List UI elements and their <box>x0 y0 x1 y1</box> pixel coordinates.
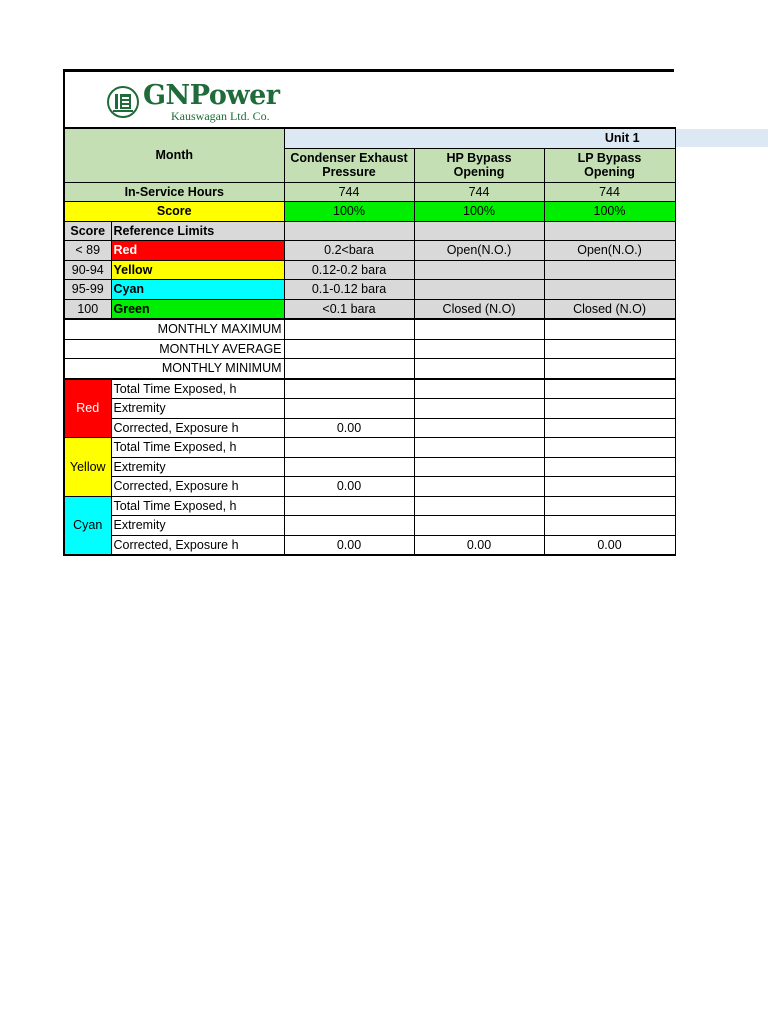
performance-table <box>63 127 676 556</box>
reference-value: Open(N.O.) <box>544 241 675 261</box>
table-cell <box>544 496 675 516</box>
table-cell <box>544 516 675 536</box>
table-cell <box>544 339 675 359</box>
table-cell <box>284 496 414 516</box>
table-cell <box>414 438 544 458</box>
reference-color-cyan: Cyan <box>111 280 284 300</box>
unit-header-extension <box>674 129 768 147</box>
score-col-header: Score <box>64 221 111 241</box>
exposure-row <box>64 477 675 497</box>
table-cell <box>414 496 544 516</box>
exposure-group-yellow: Yellow <box>64 438 111 497</box>
reference-row-green <box>64 299 675 319</box>
col-hp-bypass-opening: HP Bypass Opening <box>414 148 544 182</box>
exposure-value: 0.00 <box>284 418 414 438</box>
exposure-value: 0.00 <box>544 535 675 555</box>
table-cell <box>414 516 544 536</box>
reference-row-red <box>64 241 675 261</box>
score-row <box>64 202 675 222</box>
reference-row-cyan <box>64 280 675 300</box>
monthly-minimum-row <box>64 359 675 379</box>
unit-header: Unit 1 <box>284 128 675 148</box>
exposure-label: Total Time Exposed, h <box>111 379 284 399</box>
table-cell <box>414 319 544 339</box>
monthly-minimum-label: MONTHLY MINIMUM <box>64 359 284 379</box>
table-cell <box>544 221 675 241</box>
table-cell <box>284 319 414 339</box>
monthly-average-row <box>64 339 675 359</box>
table-cell <box>544 418 675 438</box>
table-cell <box>284 516 414 536</box>
unit-header-row <box>64 128 675 148</box>
exposure-row <box>64 399 675 419</box>
reference-score: < 89 <box>64 241 111 261</box>
score-value: 100% <box>414 202 544 222</box>
exposure-label: Extremity <box>111 399 284 419</box>
company-logo <box>107 82 279 122</box>
table-cell <box>414 477 544 497</box>
monthly-maximum-row <box>64 319 675 339</box>
reference-score: 90-94 <box>64 260 111 280</box>
brand-name: GNPower <box>143 80 280 111</box>
exposure-label: Corrected, Exposure h <box>111 535 284 555</box>
reference-value: Closed (N.O) <box>414 299 544 319</box>
reference-color-red: Red <box>111 241 284 261</box>
table-cell <box>414 221 544 241</box>
table-cell <box>544 457 675 477</box>
table-cell <box>544 319 675 339</box>
exposure-value: 0.00 <box>414 535 544 555</box>
table-cell <box>284 399 414 419</box>
in-service-row <box>64 182 675 202</box>
exposure-label: Corrected, Exposure h <box>111 477 284 497</box>
table-cell <box>284 359 414 379</box>
exposure-group-red: Red <box>64 379 111 438</box>
reference-color-green: Green <box>111 299 284 319</box>
exposure-row <box>64 438 675 458</box>
exposure-row <box>64 535 675 555</box>
table-cell <box>284 339 414 359</box>
table-cell <box>544 359 675 379</box>
table-cell <box>544 379 675 399</box>
exposure-label: Total Time Exposed, h <box>111 438 284 458</box>
table-cell <box>284 438 414 458</box>
exposure-row <box>64 379 675 399</box>
in-service-label: In-Service Hours <box>64 182 284 202</box>
exposure-label: Corrected, Exposure h <box>111 418 284 438</box>
reference-color-yellow: Yellow <box>111 260 284 280</box>
table-cell <box>414 339 544 359</box>
exposure-value: 0.00 <box>284 535 414 555</box>
table-cell <box>414 418 544 438</box>
exposure-value: 0.00 <box>284 477 414 497</box>
reference-value <box>414 260 544 280</box>
reference-value: Open(N.O.) <box>414 241 544 261</box>
exposure-label: Total Time Exposed, h <box>111 496 284 516</box>
exposure-row <box>64 418 675 438</box>
exposure-label: Extremity <box>111 457 284 477</box>
reference-value: 0.2<bara <box>284 241 414 261</box>
exposure-row <box>64 457 675 477</box>
reference-value <box>544 260 675 280</box>
table-cell <box>284 457 414 477</box>
reference-score: 100 <box>64 299 111 319</box>
exposure-row <box>64 496 675 516</box>
month-header: Month <box>64 128 284 182</box>
in-service-value: 744 <box>284 182 414 202</box>
reference-score: 95-99 <box>64 280 111 300</box>
monthly-average-label: MONTHLY AVERAGE <box>64 339 284 359</box>
reference-value: 0.12-0.2 bara <box>284 260 414 280</box>
table-cell <box>544 399 675 419</box>
spreadsheet <box>63 69 674 556</box>
in-service-value: 744 <box>414 182 544 202</box>
exposure-group-cyan: Cyan <box>64 496 111 555</box>
reference-value: Closed (N.O) <box>544 299 675 319</box>
table-cell <box>284 221 414 241</box>
table-cell <box>414 399 544 419</box>
col-lp-bypass-opening: LP Bypass Opening <box>544 148 675 182</box>
table-cell <box>414 359 544 379</box>
reference-limits-header: Reference Limits <box>111 221 284 241</box>
reference-value: 0.1-0.12 bara <box>284 280 414 300</box>
reference-value <box>414 280 544 300</box>
reference-value: <0.1 bara <box>284 299 414 319</box>
gnpower-logo-icon <box>107 83 139 121</box>
table-cell <box>284 379 414 399</box>
reference-row-yellow <box>64 260 675 280</box>
table-cell <box>544 438 675 458</box>
score-value: 100% <box>544 202 675 222</box>
table-cell <box>414 457 544 477</box>
score-value: 100% <box>284 202 414 222</box>
table-cell <box>544 477 675 497</box>
reference-value <box>544 280 675 300</box>
reference-header-row <box>64 221 675 241</box>
in-service-value: 744 <box>544 182 675 202</box>
col-condenser-exhaust-pressure: Condenser Exhaust Pressure <box>284 148 414 182</box>
logo-header <box>63 69 674 127</box>
monthly-maximum-label: MONTHLY MAXIMUM <box>64 319 284 339</box>
exposure-label: Extremity <box>111 516 284 536</box>
score-label: Score <box>64 202 284 222</box>
brand-subtitle: Kauswagan Ltd. Co. <box>171 109 270 123</box>
table-cell <box>414 379 544 399</box>
exposure-row <box>64 516 675 536</box>
